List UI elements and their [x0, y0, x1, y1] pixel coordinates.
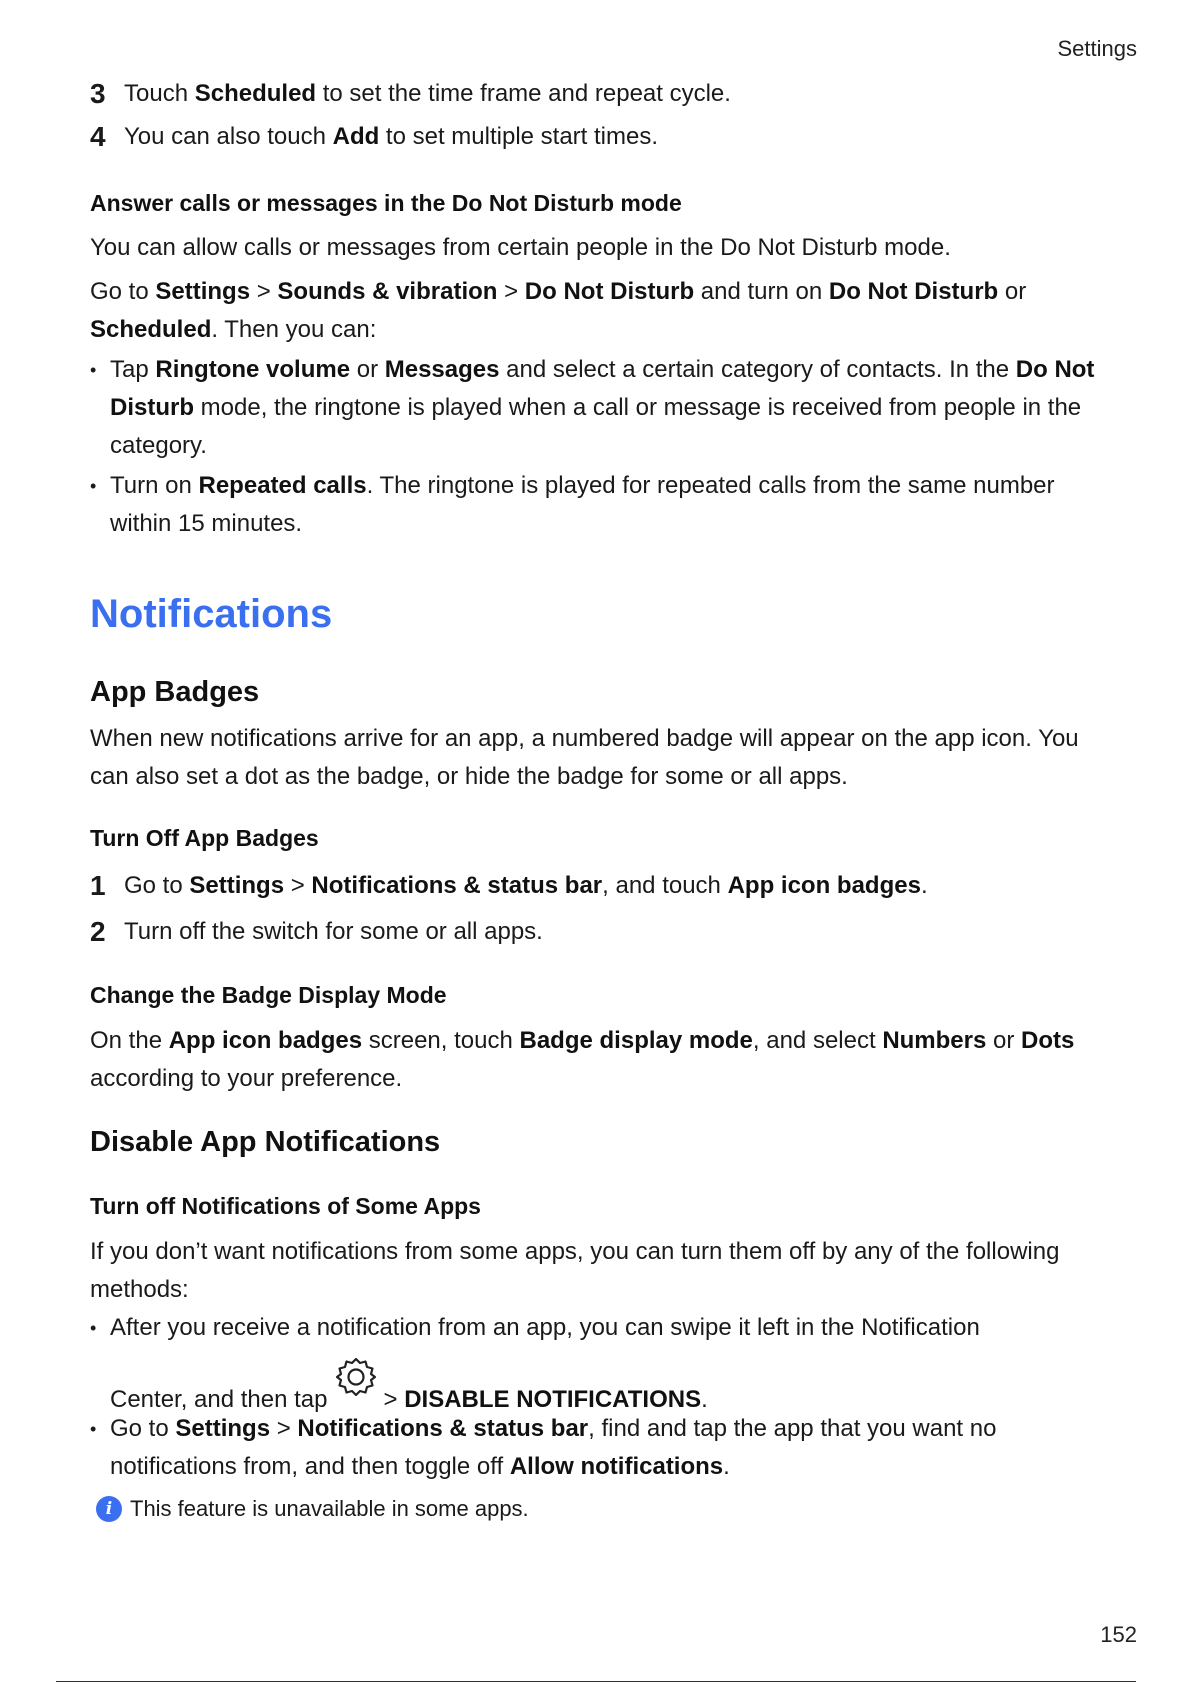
- answer-intro: You can allow calls or messages from certain people in the Do Not Disturb mode.: [90, 234, 951, 261]
- disable-bullet-2: • Go to Settings > Notifications & status bar, find and tap the app that you want no notifications from, and then toggle off Allow notifications.: [90, 1410, 1120, 1486]
- bullet-dot: •: [90, 476, 97, 496]
- step-number: 4: [90, 121, 106, 152]
- step-3: [90, 76, 731, 112]
- answer-heading: Answer calls or messages in the Do Not Disturb mode: [90, 190, 682, 216]
- step-number: 1: [90, 870, 106, 901]
- step-number: 3: [90, 78, 106, 109]
- disable-bullet-1: • After you receive a notification from an app, you can swipe it left in the Notification: [90, 1309, 1120, 1347]
- change-badge-text: On the App icon badges screen, touch Badge display mode, and select Numbers or Dots according to your preference.: [90, 1027, 1075, 1092]
- answer-bullet-2: • Turn on Repeated calls. The ringtone is played for repeated calls from the same number within 15 minutes.: [90, 467, 1120, 543]
- turn-off-some-apps-heading: Turn off Notifications of Some Apps: [90, 1193, 481, 1219]
- badge-step-2: [90, 914, 543, 950]
- badge-step-1: [90, 868, 928, 904]
- answer-goto: Go to Settings > Sounds & vibration > Do Not Disturb and turn on Do Not Disturb or Scheduled. Then you can:: [90, 278, 1027, 343]
- app-badges-intro: When new notifications arrive for an app, a numbered badge will appear on the app icon. You can also set a dot as the badge, or hide the badge for some or all apps.: [90, 725, 1079, 790]
- turn-off-badges-heading: Turn Off App Badges: [90, 825, 319, 851]
- disable-notifications-title: Disable App Notifications: [90, 1126, 441, 1158]
- step-4: [90, 119, 658, 155]
- page-number: 152: [1100, 1622, 1137, 1647]
- step-text: You can also touch Add to set multiple start times.: [124, 123, 659, 150]
- answer-bullet-1: • Tap Ringtone volume or Messages and select a certain category of contacts. In the Do Not Disturb mode, the ringtone is played when a call or message is received from people in the category.: [90, 351, 1120, 465]
- bullet-dot: •: [90, 1318, 97, 1338]
- footer-rule: [56, 1681, 1136, 1682]
- info-icon: i: [96, 1496, 122, 1522]
- app-badges-title: App Badges: [90, 676, 260, 708]
- step-text: Touch Scheduled to set the time frame and repeat cycle.: [124, 80, 731, 107]
- disable-bullet-1-cont: Center, and then tap > DISABLE NOTIFICATIONS.: [110, 1369, 1110, 1419]
- step-text: Go to Settings > Notifications & status bar, and touch App icon badges.: [124, 872, 928, 899]
- info-note: [96, 1493, 529, 1525]
- gear-icon: [334, 1355, 378, 1399]
- section-title: Notifications: [90, 592, 333, 636]
- step-number: 2: [90, 916, 106, 947]
- bullet-dot: •: [90, 1419, 97, 1439]
- disable-intro: If you don’t want notifications from some apps, you can turn them off by any of the following methods:: [90, 1238, 1060, 1303]
- note-text: This feature is unavailable in some apps.: [130, 1496, 529, 1521]
- running-header: Settings: [1057, 36, 1137, 61]
- bullet-dot: •: [90, 360, 97, 380]
- change-badge-heading: Change the Badge Display Mode: [90, 982, 447, 1008]
- step-text: Turn off the switch for some or all apps.: [124, 918, 543, 945]
